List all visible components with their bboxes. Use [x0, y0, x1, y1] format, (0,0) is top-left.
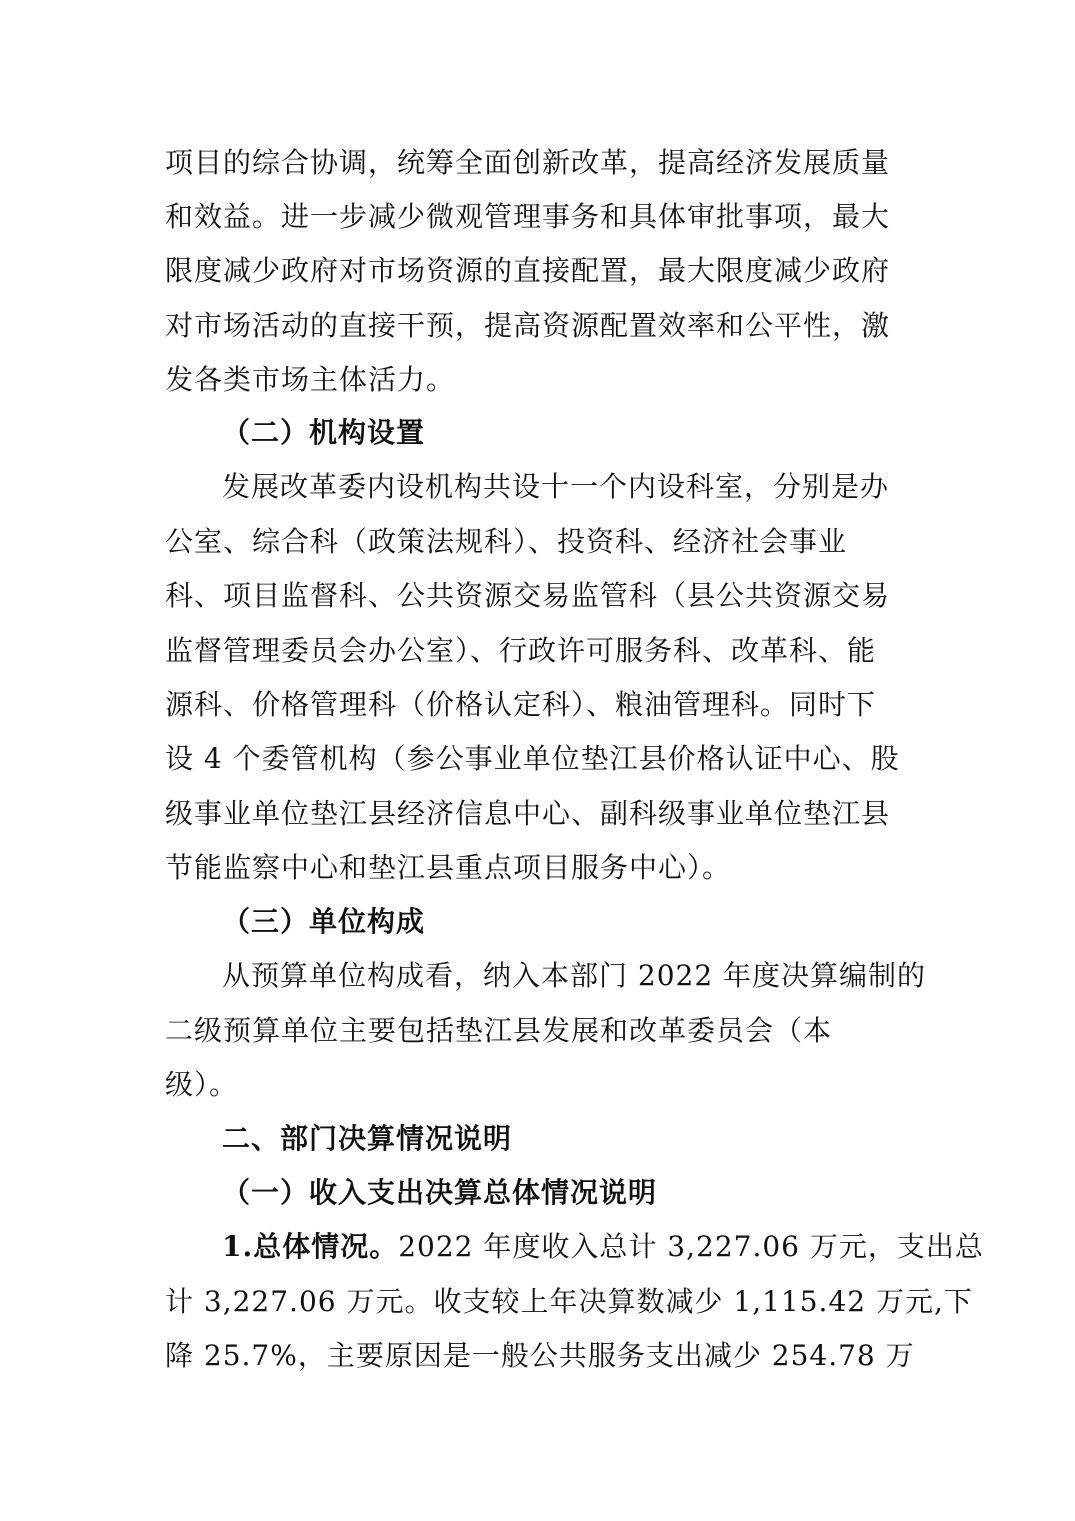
- paragraph-line: 和效益。进一步减少微观管理事务和具体审批事项，最大: [165, 200, 891, 233]
- part-heading-final-accounts: 二、部门决算情况说明: [222, 1122, 513, 1155]
- paragraph-line: 降 25.7%，主要原因是一般公共服务支出减少 254.78 万: [165, 1339, 915, 1372]
- section-heading-unit-composition: （三）单位构成: [222, 905, 426, 938]
- paragraph-line: 二级预算单位主要包括垫江县发展和改革委员会（本: [165, 1014, 833, 1047]
- paragraph-line: 节能监察中心和垫江县重点项目服务中心）。: [165, 851, 732, 884]
- subsection-heading-income-expenditure: （一）收入支出决算总体情况说明: [222, 1176, 658, 1209]
- paragraph-line: 级）。: [165, 1068, 239, 1101]
- paragraph-line: 科、项目监督科、公共资源交易监管科（县公共资源交易: [165, 579, 891, 612]
- item-label: 1.总体情况。: [222, 1230, 399, 1263]
- paragraph-line: 项目的综合协调，统筹全面创新改革，提高经济发展质量: [165, 146, 891, 179]
- paragraph-line: 发展改革委内设机构共设十一个内设科室，分别是办: [222, 470, 890, 503]
- paragraph-line: 级事业单位垫江县经济信息中心、副科级事业单位垫江县: [165, 797, 891, 830]
- paragraph-line: 发各类市场主体活力。: [165, 363, 456, 396]
- paragraph-line: [222, 1230, 982, 1264]
- paragraph-line: 源科、价格管理科（价格认定科）、粮油管理科。同时下: [165, 688, 877, 721]
- paragraph-line: 监督管理委员会办公室）、行政许可服务科、改革科、能: [165, 634, 877, 667]
- paragraph-line: 对市场活动的直接干预，提高资源配置效率和公平性，激: [165, 309, 891, 342]
- paragraph-line: 限度减少政府对市场资源的直接配置，最大限度减少政府: [165, 254, 891, 287]
- section-heading-org-setup: （二）机构设置: [222, 416, 426, 449]
- paragraph-line: 从预算单位构成看，纳入本部门 2022 年度决算编制的: [222, 959, 927, 992]
- paragraph-line: 公室、综合科（政策法规科）、投资科、经济社会事业: [165, 525, 848, 558]
- paragraph-line: 设 4 个委管机构（参公事业单位垫江县价格认证中心、股: [165, 742, 900, 775]
- paragraph-line: 计 3,227.06 万元。收支较上年决算数减少 1,115.42 万元,下: [165, 1285, 973, 1318]
- paragraph-text: 2022 年度收入总计 3,227.06 万元，支出总: [398, 1230, 984, 1263]
